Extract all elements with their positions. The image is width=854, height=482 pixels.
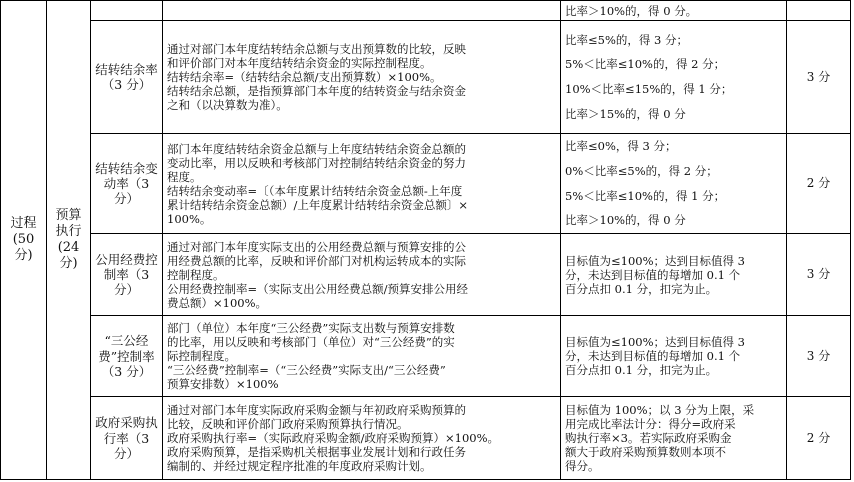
criteria-line: 比率＞15%的，得 0 分: [565, 106, 686, 121]
subcategory-score: (24分): [57, 240, 80, 271]
criteria-line: 分，未达到目标值的每增加 0.1 个: [565, 349, 741, 364]
description-line: 公用经费控制率=（实际支出公用经费总额/预算安排公用经: [167, 281, 469, 296]
description-line: 政府采购预算，是指采购机关根据事业发展计划和行政任务: [167, 445, 466, 460]
description-line: 之和（以决算数为准）。: [167, 98, 288, 112]
criteria-cell: [561, 397, 787, 480]
table-row: [1, 1, 851, 21]
category-cell: [1, 1, 47, 480]
description-cell: [163, 315, 561, 397]
description-line: 结转结余率=（结转结余总额/支出预算数）×100%。: [167, 69, 442, 84]
criteria-line: 10%＜比率≤15%的，得 1 分；: [565, 81, 733, 96]
indicator-cell: 结转结余变动率（3 分）: [91, 133, 163, 234]
indicator-cell: [91, 1, 163, 21]
description-line: 程度。: [167, 169, 202, 184]
criteria-line: 比率＞10%的，得 0 分。: [565, 3, 698, 18]
description-line: 部门本年度结转结余资金总额与上年度结转结余资金总额的: [167, 141, 466, 156]
criteria-line: 5%＜比率≤10%的，得 2 分；: [565, 57, 726, 72]
description-cell: [163, 1, 561, 21]
description-line: “三公经费”控制率=（“三公经费”实际支出/“三公经费”: [167, 363, 446, 378]
criteria-line: 目标值为≤100%；达到目标值得 3: [565, 253, 745, 268]
score-cell: [787, 1, 851, 21]
description-line: 控制程度。: [167, 267, 225, 282]
criteria-cell: [561, 1, 787, 21]
criteria-line: 比率≤5%的，得 3 分；: [565, 32, 689, 47]
description-line: 100%。: [167, 211, 212, 226]
score-cell: 3 分: [787, 234, 851, 316]
table-row: [1, 397, 851, 480]
description-line: 的比率，用以反映和考核部门（单位）对“三公经费”的实: [167, 335, 455, 350]
category-score: (50分): [12, 232, 35, 263]
criteria-line: 百分点扣 0.1 分，扣完为止。: [565, 363, 718, 378]
description-line: 通过对部门本年度实际支出的公用经费总额与预算安排的公: [167, 239, 466, 254]
table-row: [1, 315, 851, 397]
criteria-line: 0%＜比率≤5%的，得 2 分；: [565, 163, 718, 178]
criteria-line: 用完成比率法计分：得分=政府采: [565, 417, 736, 432]
criteria-line: 比率＞10%的，得 0 分: [565, 213, 686, 228]
description-line: 用经费总额的比率，反映和评价部门对机构运转成本的实际: [167, 253, 466, 268]
criteria-line: 得分。: [565, 459, 600, 474]
description-line: 和评价部门对本年度结转结余资金的实际控制程度。: [167, 55, 432, 70]
subcategory-name: 预算执行: [55, 208, 82, 240]
description-cell: [163, 397, 561, 480]
description-line: 变动比率，用以反映和考核部门对控制结转结余资金的努力: [167, 155, 466, 170]
score-cell: 3 分: [787, 315, 851, 397]
criteria-cell: [561, 315, 787, 397]
description-line: 比较，反映和评价部门政府采购预算执行情况。: [167, 417, 409, 432]
table-row: [1, 234, 851, 316]
indicator-cell: 结转结余率（3 分）: [91, 21, 163, 134]
description-cell: [163, 234, 561, 316]
criteria-line: 5%＜比率≤10%的，得 1 分；: [565, 188, 726, 203]
description-line: 编制的、并经过规定程序批准的年度政府采购计划。: [167, 459, 432, 474]
criteria-cell: [561, 234, 787, 316]
criteria-line: 购执行率×3。若实际政府采购金: [565, 431, 732, 446]
description-line: 通过对部门本年度结转结余总额与支出预算数的比较，反映: [167, 41, 466, 56]
indicator-cell: 公用经费控制率（3 分）: [91, 234, 163, 316]
description-line: 政府采购执行率=（实际政府采购金额/政府采购预算）×100%。: [167, 431, 500, 446]
score-cell: 2 分: [787, 133, 851, 234]
description-cell: [163, 21, 561, 134]
score-cell: 2 分: [787, 397, 851, 480]
table-row: [1, 21, 851, 134]
criteria-line: 目标值为 100%；以 3 分为上限，采: [565, 403, 755, 418]
indicator-cell: “三公经费”控制率（3 分）: [91, 315, 163, 397]
criteria-cell: [561, 133, 787, 234]
subcategory-cell: [47, 1, 91, 480]
criteria-line: 目标值为≤100%；达到目标值得 3: [565, 335, 745, 350]
criteria-line: 分，未达到目标值的每增加 0.1 个: [565, 267, 741, 282]
indicator-cell: 政府采购执行率（3 分）: [91, 397, 163, 480]
description-cell: [163, 133, 561, 234]
description-line: 预算安排数）×100%: [167, 377, 279, 392]
criteria-line: 额大于政府采购预算数则本项不: [565, 445, 726, 460]
description-line: 部门（单位）本年度“三公经费”实际支出数与预算安排数: [167, 321, 455, 336]
description-line: 结转结余变动率=〔（本年度累计结转结余资金总额-上年度: [167, 183, 463, 198]
table-row: [1, 133, 851, 234]
category-name: 过程: [10, 216, 37, 232]
criteria-line: 比率≤0%，得 3 分；: [565, 139, 677, 154]
description-line: 费总额）×100%。: [167, 295, 268, 310]
description-line: 累计结转结余资金总额）/上年度累计结转结余资金总额〕×: [167, 197, 469, 212]
score-cell: 3 分: [787, 21, 851, 134]
description-line: 通过对部门本年度实际政府采购金额与年初政府采购预算的: [167, 403, 466, 418]
description-line: 际控制程度。: [167, 349, 236, 364]
criteria-cell: [561, 21, 787, 134]
description-line: 结转结余总额，是指预算部门本年度的结转资金与结余资金: [167, 83, 466, 98]
criteria-line: 百分点扣 0.1 分，扣完为止。: [565, 281, 718, 296]
